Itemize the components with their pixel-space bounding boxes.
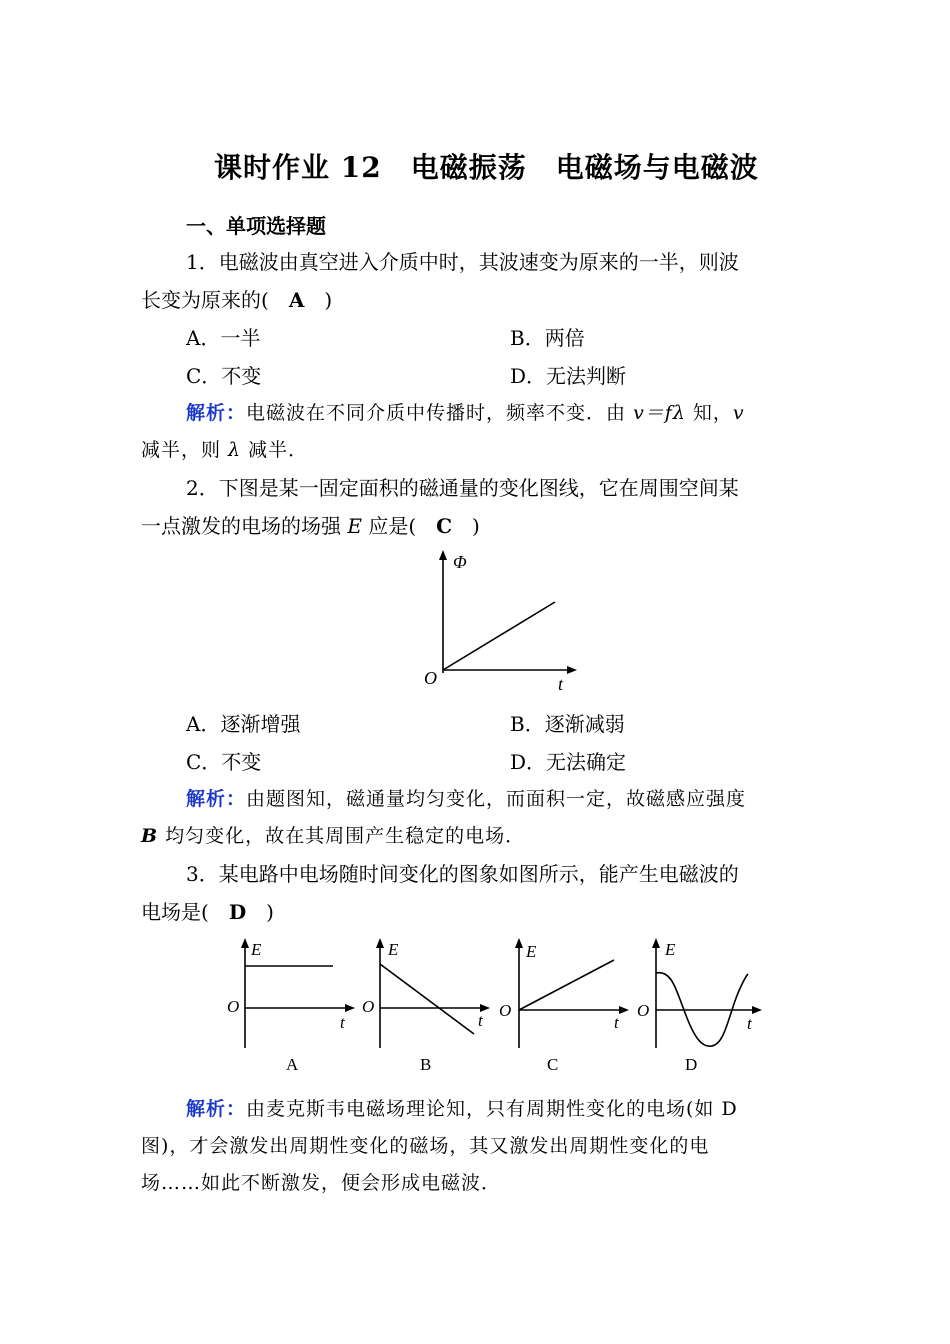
graph-d-x-label: t [747, 1014, 752, 1033]
arrow-icon [619, 1006, 629, 1014]
graph-a-x-label: t [340, 1013, 345, 1032]
arrow-icon [241, 938, 249, 948]
graph-b-caption: B [420, 1055, 432, 1074]
q1-analysis-label: 解析： [186, 402, 247, 424]
q2-analysis-line1: 解析：由题图知，磁通量均匀变化，而面积一定，故磁感应强度 [186, 788, 747, 810]
arrow-icon [515, 938, 523, 948]
graph-a-origin: O [227, 997, 240, 1016]
q3-field-graphs [210, 930, 770, 1080]
graph-b-y-label: E [388, 940, 399, 959]
graph-d-y-label: E [665, 940, 676, 959]
y-axis-arrow-icon [439, 550, 447, 560]
flux-line [443, 602, 555, 670]
q2-analysis-label: 解析： [186, 788, 247, 810]
graph-a-y-label: E [251, 940, 262, 959]
graph-c-curve [519, 960, 614, 1010]
q1-option-a: A．一半 [186, 326, 261, 350]
x-axis-arrow-icon [567, 666, 577, 674]
graph-c [499, 938, 629, 1074]
graph-b-curve [380, 964, 474, 1034]
q3-analysis-label: 解析： [186, 1098, 247, 1120]
q3-analysis-line1: 解析：由麦克斯韦电磁场理论知，只有周期性变化的电场(如 D [186, 1098, 738, 1120]
y-axis-label: Φ [453, 552, 467, 572]
q1-answer: A [288, 288, 305, 312]
q1-option-b: B．两倍 [510, 326, 585, 350]
graph-d-caption: D [685, 1055, 698, 1074]
graph-b-origin: O [362, 997, 375, 1016]
q1-stem-line1: 1．电磁波由真空进入介质中时，其波速变为原来的一半，则波 [186, 250, 739, 274]
arrow-icon [376, 938, 384, 948]
x-axis-label: t [558, 674, 564, 694]
section-heading: 一、单项选择题 [186, 214, 326, 238]
q1-option-c: C．不变 [186, 364, 262, 388]
graph-a-caption: A [286, 1055, 299, 1074]
q3-stem-line1: 3．某电路中电场随时间变化的图象如图所示，能产生电磁波的 [186, 862, 739, 886]
graph-b [362, 938, 490, 1074]
graph-d [637, 938, 762, 1074]
graph-d-origin: O [637, 1001, 650, 1020]
q2-option-c: C．不变 [186, 750, 262, 774]
arrow-icon [752, 1006, 762, 1014]
q2-answer: C [436, 514, 453, 538]
graph-b-x-label: t [478, 1011, 483, 1030]
q2-option-a: A．逐渐增强 [186, 712, 301, 736]
q2-option-d: D．无法确定 [510, 750, 627, 774]
graph-a [227, 938, 355, 1074]
page-title: 课时作业 12 电磁振荡 电磁场与电磁波 [214, 151, 759, 184]
q2-stem-line1: 2．下图是某一固定面积的磁通量的变化图线，它在周围空间某 [186, 476, 739, 500]
q1-analysis-line2: 减半，则 λ 减半． [141, 439, 309, 461]
graph-c-x-label: t [614, 1013, 619, 1032]
arrow-icon [345, 1004, 355, 1012]
q3-analysis-line2: 图)，才会激发出周期性变化的磁场，其又激发出周期性变化的电 [141, 1135, 710, 1157]
q2-flux-graph [415, 545, 590, 695]
q1-analysis-line1: 解析：电磁波在不同介质中传播时，频率不变．由 v＝fλ 知，v [186, 402, 745, 424]
graph-c-caption: C [547, 1055, 559, 1074]
graph-c-y-label: E [526, 942, 537, 961]
origin-label: O [424, 668, 437, 688]
q2-analysis-line2: B 均匀变化，故在其周围产生稳定的电场． [141, 825, 526, 847]
q3-stem-line2: 电场是( D ) [141, 900, 274, 924]
q2-stem-line2: 一点激发的电场的场强 E 应是( C ) [141, 514, 480, 538]
q3-answer: D [228, 900, 247, 924]
arrow-icon [652, 938, 660, 948]
q1-stem-line2: 长变为原来的( A ) [141, 288, 333, 312]
q3-analysis-line3: 场……如此不断激发，便会形成电磁波． [141, 1172, 502, 1194]
q2-option-b: B．逐渐减弱 [510, 712, 625, 736]
graph-c-origin: O [499, 1001, 512, 1020]
q1-option-d: D．无法判断 [510, 364, 627, 388]
